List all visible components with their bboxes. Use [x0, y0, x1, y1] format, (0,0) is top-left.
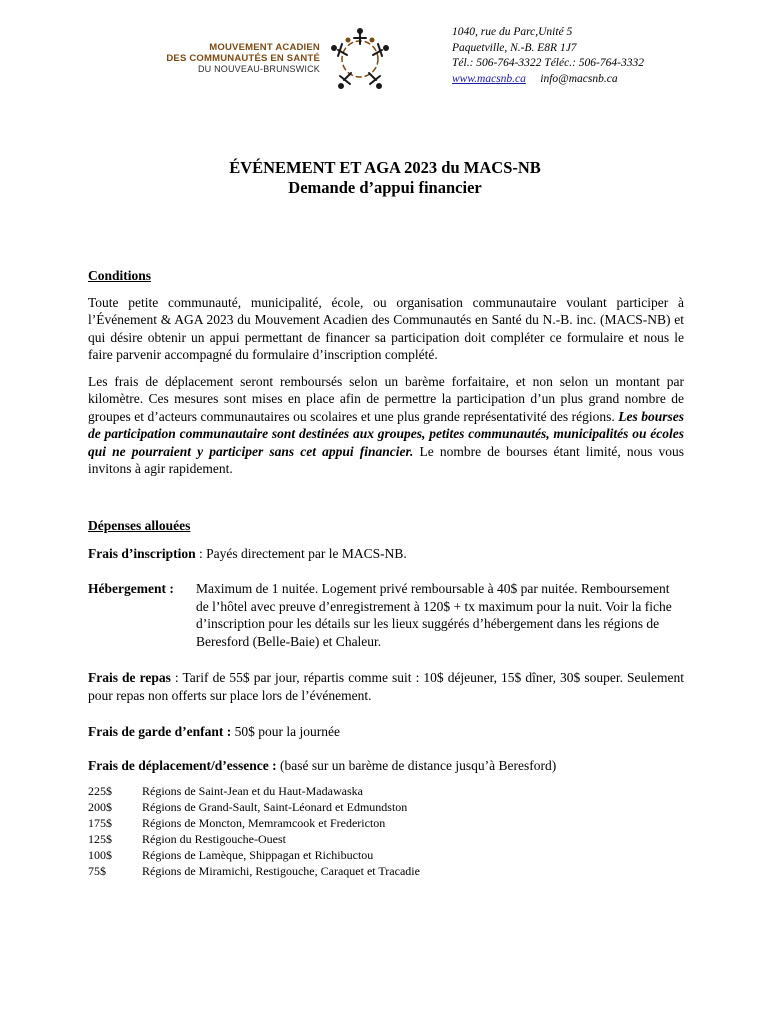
tarif-amount: 175$ — [88, 816, 112, 830]
repas-text: : Tarif de 55$ par jour, répartis comme suit : 10$ déjeuner, 15$ dîner, 30$ souper. Seulement pour repas non offerts sur place lors de l’événement. — [88, 670, 684, 703]
table-row — [88, 863, 420, 879]
tarifs-table — [88, 783, 420, 879]
tarif-region: Région du Restigouche-Ouest — [142, 832, 286, 846]
tarif-amount: 200$ — [88, 800, 112, 814]
hebergement-label: Hébergement : — [88, 581, 174, 596]
table-row — [88, 815, 420, 831]
title-line-2: Demande d’appui financier — [288, 178, 482, 197]
deplacement-label: Frais de déplacement/d’essence : — [88, 757, 277, 773]
inscription-label: Frais d’inscription — [88, 545, 196, 561]
inscription-line — [88, 545, 684, 563]
conditions-paragraph-2 — [88, 373, 684, 478]
garde-label: Frais de garde d’enfant : — [88, 724, 232, 739]
address-line-3: Tél.: 506-764-3322 Téléc.: 506-764-3332 — [452, 57, 644, 69]
repas-line — [88, 669, 684, 704]
tarif-region: Régions de Saint-Jean et du Haut-Madawaska — [142, 784, 363, 798]
conditions-para2-text: Les frais de déplacement seront remboursés selon un barème forfaitaire, et non selon un montant par kilomètre. Ces mesures sont mises en place afin de permettre la participation d’un plus grand nombre de groupes et d’acteurs communautaires ou scolaires et une plus grande représentativité des régions. — [88, 373, 684, 424]
depenses-heading: Dépenses allouées — [88, 518, 191, 533]
conditions-paragraph-1: Toute petite communauté, municipalité, école, ou organisation communautaire voulant participer à l’Événement & AGA 2023 du Mouvement Acadien des Communautés en Santé du N.-B. inc. (MACS-NB) et qui désire obtenir un appui permettant de financer sa participation doit compléter ce formulaire et nous le faire parvenir accompagné du formulaire d’inscription complété. — [88, 294, 684, 362]
hebergement-block — [88, 580, 684, 650]
garde-line — [88, 723, 684, 741]
tarif-region: Régions de Miramichi, Restigouche, Caraquet et Tracadie — [142, 864, 420, 878]
address-line-2: Paquetville, N.-B. E8R 1J7 — [452, 41, 577, 54]
deplacement-line — [88, 757, 684, 775]
logo-figures-icon — [328, 26, 392, 92]
tarif-region: Régions de Grand-Sault, Saint-Léonard et Edmundston — [142, 800, 408, 814]
tarif-amount: 125$ — [88, 832, 112, 846]
hebergement-text: Maximum de 1 nuitée. Logement privé remboursable à 40$ par nuitée. Remboursement de l’hôtel avec preuve d’enregistrement à 120$ + tx maximum pour la nuit. Voir la fiche d’inscription pour les détails sur les lieux suggérés d’hébergement dans les régions de Beresford (Belle-Baie) et Chaleur. — [196, 581, 672, 649]
website-link[interactable]: www.macsnb.ca — [452, 72, 526, 85]
tarif-amount: 100$ — [88, 848, 112, 862]
address-line-1: 1040, rue du Parc,Unité 5 — [452, 26, 573, 38]
inscription-text: : Payés directement par le MACS-NB. — [195, 545, 407, 561]
document-title — [0, 158, 770, 198]
logo-line-2: DES COMMUNAUTÉS EN SANTÉ — [166, 53, 320, 64]
table-row — [88, 799, 420, 815]
conditions-emphasis: Les bourses de participation communautaire sont destinées aux groupes, petites communautés, municipalités ou écoles qui ne pourraient y participer sans cet appui financier. — [88, 408, 684, 459]
tarif-region: Régions de Lamèque, Shippagan et Richibuctou — [142, 848, 374, 862]
tarif-amount: 75$ — [88, 864, 106, 878]
logo-wordmark — [150, 42, 320, 75]
logo-line-3: DU NOUVEAU-BRUNSWICK — [197, 64, 320, 74]
logo-line-1: MOUVEMENT ACADIEN — [209, 42, 320, 53]
tarif-amount: 225$ — [88, 784, 112, 798]
conditions-section — [88, 267, 684, 478]
conditions-para2-end: Le nombre de bourses étant limité, nous vous invitons à agir rapidement. — [88, 443, 685, 476]
deplacement-text: (basé sur un barème de distance jusqu’à Beresford) — [276, 757, 557, 773]
table-row — [88, 783, 420, 799]
garde-text: 50$ pour la journée — [231, 724, 340, 739]
repas-label: Frais de repas — [88, 670, 171, 685]
email-text: info@macsnb.ca — [540, 72, 618, 85]
title-line-1: ÉVÉNEMENT ET AGA 2023 du MACS-NB — [229, 158, 541, 177]
table-row — [88, 847, 420, 863]
tarif-region: Régions de Moncton, Memramcook et Fredericton — [142, 816, 386, 830]
depenses-section — [88, 517, 684, 774]
conditions-heading: Conditions — [88, 268, 152, 283]
table-row — [88, 831, 420, 847]
address-block — [452, 25, 644, 87]
